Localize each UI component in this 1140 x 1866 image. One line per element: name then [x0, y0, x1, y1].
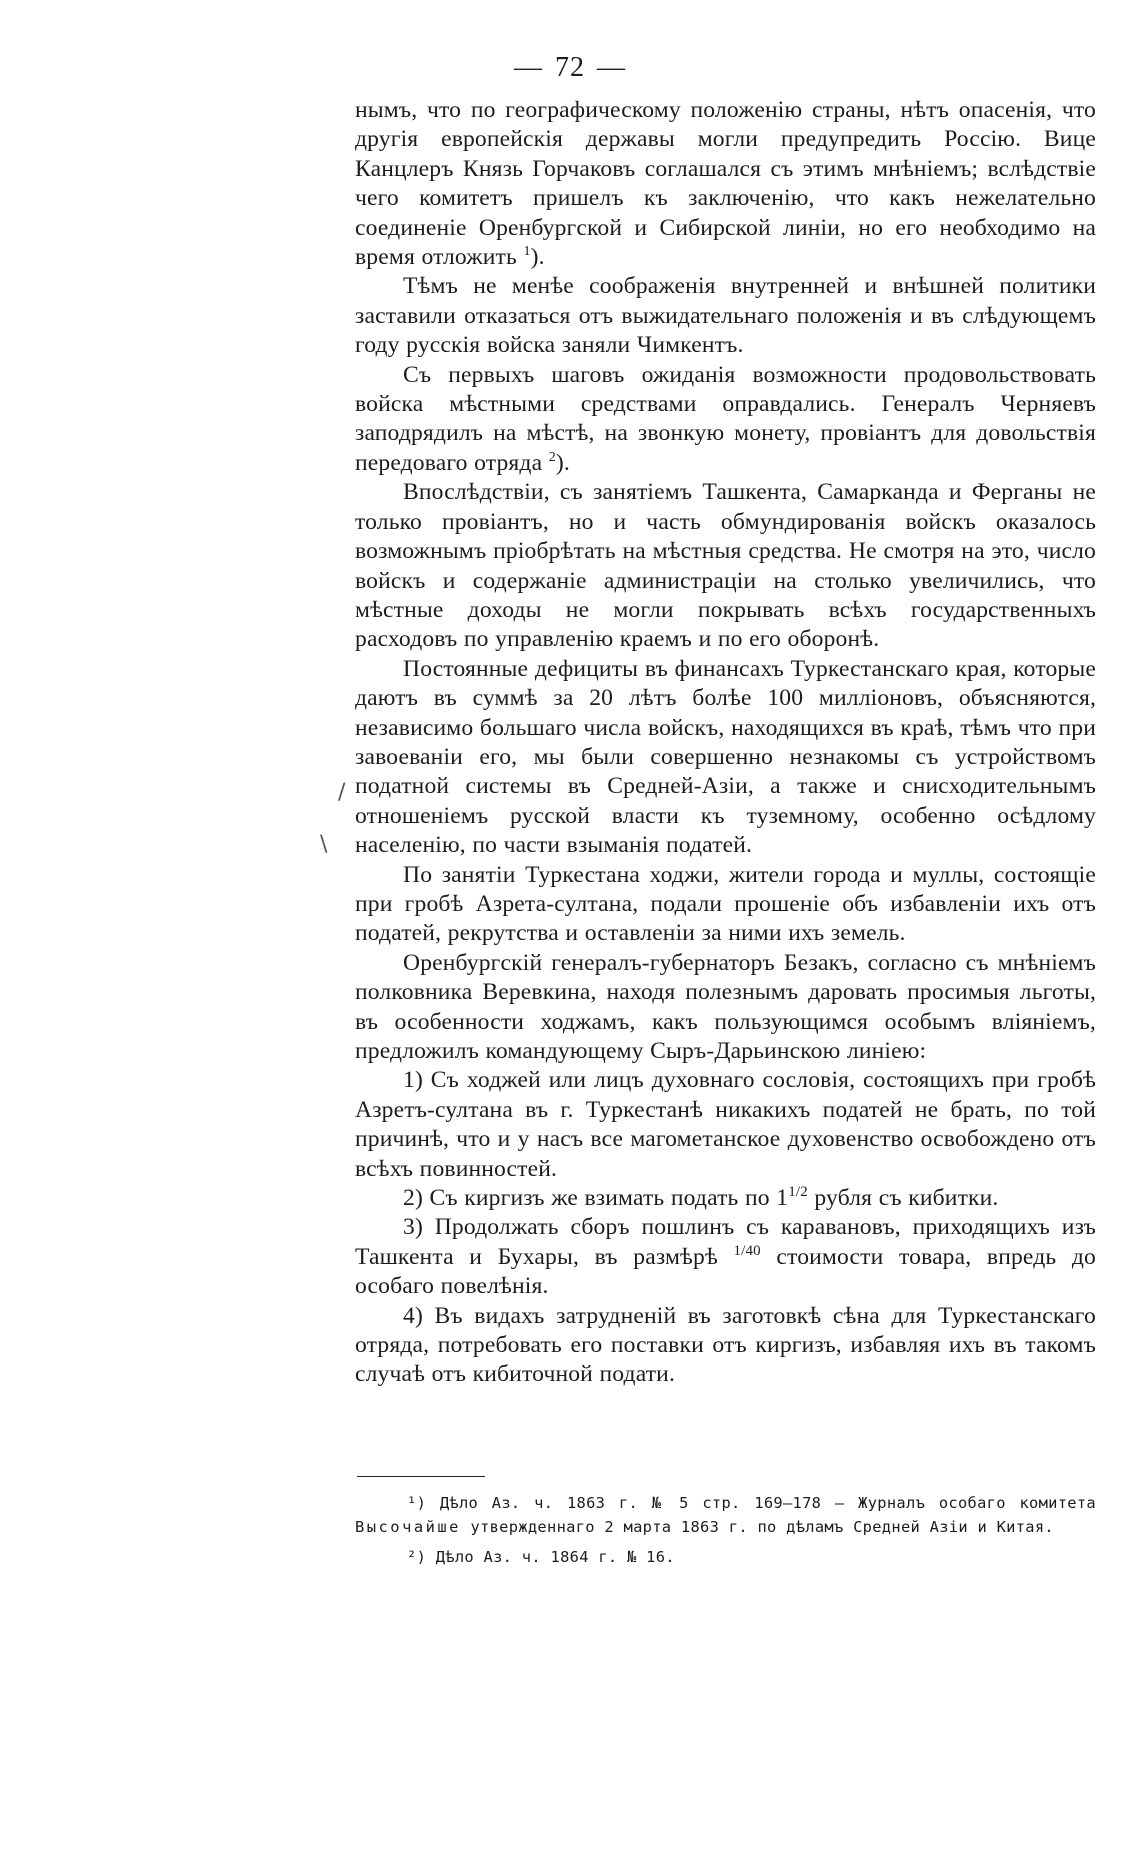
- footnote-spaced-word: Высочайше: [355, 1518, 461, 1536]
- paragraph: [355, 361, 1096, 479]
- footnote-divider: [357, 1476, 485, 1477]
- page-number-value: 72: [555, 52, 585, 83]
- list-item-text: 4) Въ видахъ затрудненій въ заготовкѣ сѣна для Туркестанскаго отряда, потребовать его поставки отъ киргизъ, избавляя ихъ въ такомъ случаѣ отъ кибиточной подати.: [355, 1302, 1096, 1388]
- footnote-text: Дѣло Аз. ч. 1863 г. № 5 стр. 169—178 — Журналъ особаго комитета: [426, 1494, 1096, 1512]
- paragraph-text: нымъ, что по географическому положенію страны, нѣтъ опасенія, что другія европейскія державы могли предупредить Россію. Вице Канцлеръ Князь Горчаковъ соглашался съ этимъ мнѣніемъ; вслѣдствіе чего комитетъ пришелъ къ заключенію, что какъ нежелательно соединеніе Оренбургской и Сибирской линіи, но его необходимо на время отложить: [355, 97, 1096, 271]
- main-text: [355, 96, 1096, 1390]
- list-item: [355, 1066, 1096, 1184]
- list-item-text-end: стоимости товара, впредь до особаго повелѣнія.: [355, 1243, 1097, 1300]
- footnote-marker: ¹): [407, 1494, 427, 1512]
- paragraph-text: Оренбургскій генералъ-губернаторъ Безакъ, согласно съ мнѣніемъ полковника Веревкина, находя полезнымъ даровать просимыя льготы, въ особенности ходжамъ, какъ пользующимся особымъ вліяніемъ, предложилъ командующему Сыръ-Дарьинскою линіею:: [355, 949, 1096, 1064]
- paragraph-end: ).: [530, 244, 545, 271]
- paragraph: [355, 949, 1096, 1067]
- margin-pencil-mark: /: [338, 780, 346, 805]
- footnote-text: Дѣло Аз. ч. 1864 г. № 16.: [426, 1548, 675, 1566]
- paragraph: [355, 272, 1096, 360]
- list-item-text: 2) Съ киргизъ же взимать подать по 1: [403, 1185, 789, 1212]
- paragraph: [355, 861, 1096, 949]
- paragraph: [355, 655, 1096, 861]
- paragraph-continuation: [355, 96, 1096, 272]
- margin-pencil-mark: \: [320, 832, 328, 857]
- list-item-text: 1) Съ ходжей или лицъ духовнаго сословія, состоящихъ при гробѣ Азретъ-султана въ г. Туркестанѣ никакихъ податей не брать, по той причинѣ, что и у насъ все магометанское духовенство освобождено отъ всѣхъ повинностей.: [355, 1067, 1096, 1182]
- footnote-marker: ²): [407, 1548, 427, 1566]
- paragraph-end: ).: [555, 449, 570, 476]
- footnote-1: [355, 1491, 1096, 1539]
- footnotes: [355, 1476, 1096, 1569]
- list-item: [355, 1213, 1096, 1301]
- paragraph-text: Постоянные дефициты въ финансахъ Туркестанскаго края, которые даютъ въ суммѣ за 20 лѣтъ болѣе 100 милліоновъ, объясняются, независимо большаго числа войскъ, находящихся въ краѣ, тѣмъ что при завоеваніи его, мы были совершенно незнакомы съ устройствомъ податной системы въ Средней-Азіи, а также и снисходительнымъ отношеніемъ русской власти къ туземному, особенно осѣдлому населенію, по части взыманія податей.: [355, 655, 1096, 859]
- paragraph-text: Тѣмъ не менѣе соображенія внутренней и внѣшней политики заставили отказаться отъ выжидательнаго положенія и въ слѣдующемъ году русскія войска заняли Чимкентъ.: [355, 273, 1096, 359]
- fraction: 1/2: [788, 1184, 808, 1201]
- paragraph-text: Съ первыхъ шаговъ ожиданія возможности продовольствовать войска мѣстными средствами оправдались. Генералъ Черняевъ заподрядилъ на мѣстѣ, на звонкую монету, провіантъ для довольствія передоваго отряда: [355, 361, 1096, 476]
- footnote-2: [355, 1545, 1096, 1569]
- footnote-text-end: утвержденнаго 2 марта 1863 г. по дѣламъ Средней Азіи и Китая.: [460, 1518, 1054, 1536]
- footnote-ref-2: 2: [548, 450, 556, 466]
- fraction: 1/40: [733, 1242, 761, 1259]
- footnote-ref-1: 1: [523, 244, 531, 260]
- page-number: [0, 52, 1140, 84]
- list-item-text-end: рубля съ кибитки.: [807, 1185, 999, 1212]
- paragraph-text: Впослѣдствіи, съ занятіемъ Ташкента, Самарканда и Ферганы не только провіантъ, но и часть обмундированія войскъ оказалось возможнымъ пріобрѣтать на мѣстныя средства. Не смотря на это, число войскъ и содержаніе администраціи на столько увеличились, что мѣстные доходы не могли покрывать всѣхъ государственныхъ расходовъ по управленію краемъ и по его оборонѣ.: [355, 479, 1096, 653]
- list-item: [355, 1302, 1096, 1390]
- paragraph-text: По занятіи Туркестана ходжи, жители города и муллы, состоящіе при гробѣ Азрета-султана, подали прошеніе объ избавленіи ихъ отъ податей, рекрутства и оставленіи за ними ихъ земель.: [355, 861, 1096, 947]
- list-item-text: 3) Продолжать сборъ пошлинъ съ каравановъ, приходящихъ изъ Ташкента и Бухары, въ размѣрѣ: [355, 1214, 1096, 1270]
- page-number-dash-right: —: [597, 52, 626, 83]
- paragraph: [355, 478, 1096, 654]
- page-number-dash-left: —: [514, 52, 543, 83]
- list-item: [355, 1184, 1096, 1213]
